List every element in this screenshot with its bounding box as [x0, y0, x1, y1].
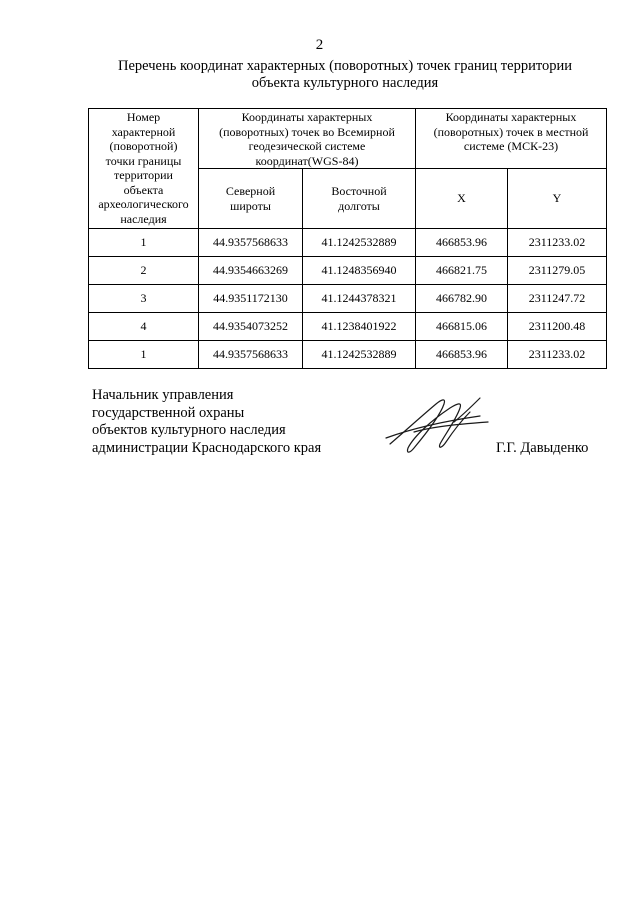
- table-row: [89, 257, 607, 285]
- cell-north: 44.9357568633: [199, 229, 303, 257]
- page-number: 2: [315, 37, 324, 53]
- table-row: [89, 229, 607, 257]
- cell-point: 1: [89, 229, 199, 257]
- header-point-number: [89, 109, 199, 229]
- header-point-line: наследия: [120, 211, 167, 226]
- cell-north: 44.9351172130: [199, 285, 303, 313]
- header-wgs84: [199, 109, 416, 169]
- header-point-line: Номер: [126, 110, 161, 124]
- header-msk-line: системе (МСК-23): [463, 139, 559, 153]
- table-row: [89, 341, 607, 369]
- header-east-line: долготы: [338, 198, 380, 213]
- cell-east: 41.1238401922: [303, 313, 416, 341]
- cell-east: 41.1244378321: [303, 285, 416, 313]
- handwritten-signature-icon: [384, 392, 496, 456]
- header-wgs-line: Координаты характерных: [241, 110, 373, 124]
- position-line: государственной охраны: [92, 404, 245, 421]
- cell-x: 466853.96: [416, 229, 508, 257]
- header-wgs-line: координат(WGS-84): [255, 153, 359, 168]
- header-point-line: территории: [114, 168, 173, 182]
- title-line-1: Перечень координат характерных (поворотных) точек границ территории: [117, 58, 573, 74]
- header-east-line: Восточной: [331, 184, 387, 198]
- coordinates-table: [88, 108, 607, 369]
- cell-point: 4: [89, 313, 199, 341]
- cell-north: 44.9354073252: [199, 313, 303, 341]
- header-north-latitude: [199, 169, 303, 229]
- header-x: X: [416, 169, 508, 229]
- cell-x: 466782.90: [416, 285, 508, 313]
- signatory-position: [92, 387, 321, 457]
- cell-east: 41.1242532889: [303, 341, 416, 369]
- header-msk23: [416, 109, 607, 169]
- document-title: [95, 58, 595, 92]
- header-y: Y: [508, 169, 607, 229]
- cell-x: 466853.96: [416, 341, 508, 369]
- cell-y: 2311233.02: [508, 229, 607, 257]
- table-row: [89, 313, 607, 341]
- cell-north: 44.9357568633: [199, 341, 303, 369]
- table-header-row: [89, 109, 607, 169]
- header-msk-line: Координаты характерных: [445, 110, 577, 124]
- position-line: объектов культурного наследия: [92, 422, 286, 438]
- cell-y: 2311279.05: [508, 257, 607, 285]
- cell-y: 2311233.02: [508, 341, 607, 369]
- cell-y: 2311247.72: [508, 285, 607, 313]
- header-point-line: археологического: [98, 197, 189, 211]
- header-msk-line: (поворотных) точек в местной: [433, 124, 589, 139]
- table-row: [89, 285, 607, 313]
- header-point-line: объекта: [123, 182, 164, 197]
- header-north-line: Северной: [225, 184, 276, 198]
- cell-x: 466821.75: [416, 257, 508, 285]
- title-line-2: объекта культурного наследия: [251, 75, 439, 91]
- cell-x: 466815.06: [416, 313, 508, 341]
- cell-point: 2: [89, 257, 199, 285]
- header-north-line: широты: [230, 198, 271, 213]
- cell-north: 44.9354663269: [199, 257, 303, 285]
- header-east-longitude: [303, 169, 416, 229]
- cell-point: 3: [89, 285, 199, 313]
- cell-y: 2311200.48: [508, 313, 607, 341]
- cell-point: 1: [89, 341, 199, 369]
- header-point-line: характерной: [111, 124, 176, 139]
- signer-name: Г.Г. Давыденко: [496, 440, 589, 456]
- header-wgs-line: (поворотных) точек во Всемирной: [219, 124, 395, 139]
- header-point-line: (поворотной): [109, 139, 178, 153]
- position-line: Начальник управления: [92, 387, 234, 403]
- cell-east: 41.1242532889: [303, 229, 416, 257]
- position-line: администрации Краснодарского края: [92, 439, 322, 456]
- header-point-line: точки границы: [105, 153, 182, 168]
- cell-east: 41.1248356940: [303, 257, 416, 285]
- header-wgs-line: геодезической системе: [248, 139, 366, 153]
